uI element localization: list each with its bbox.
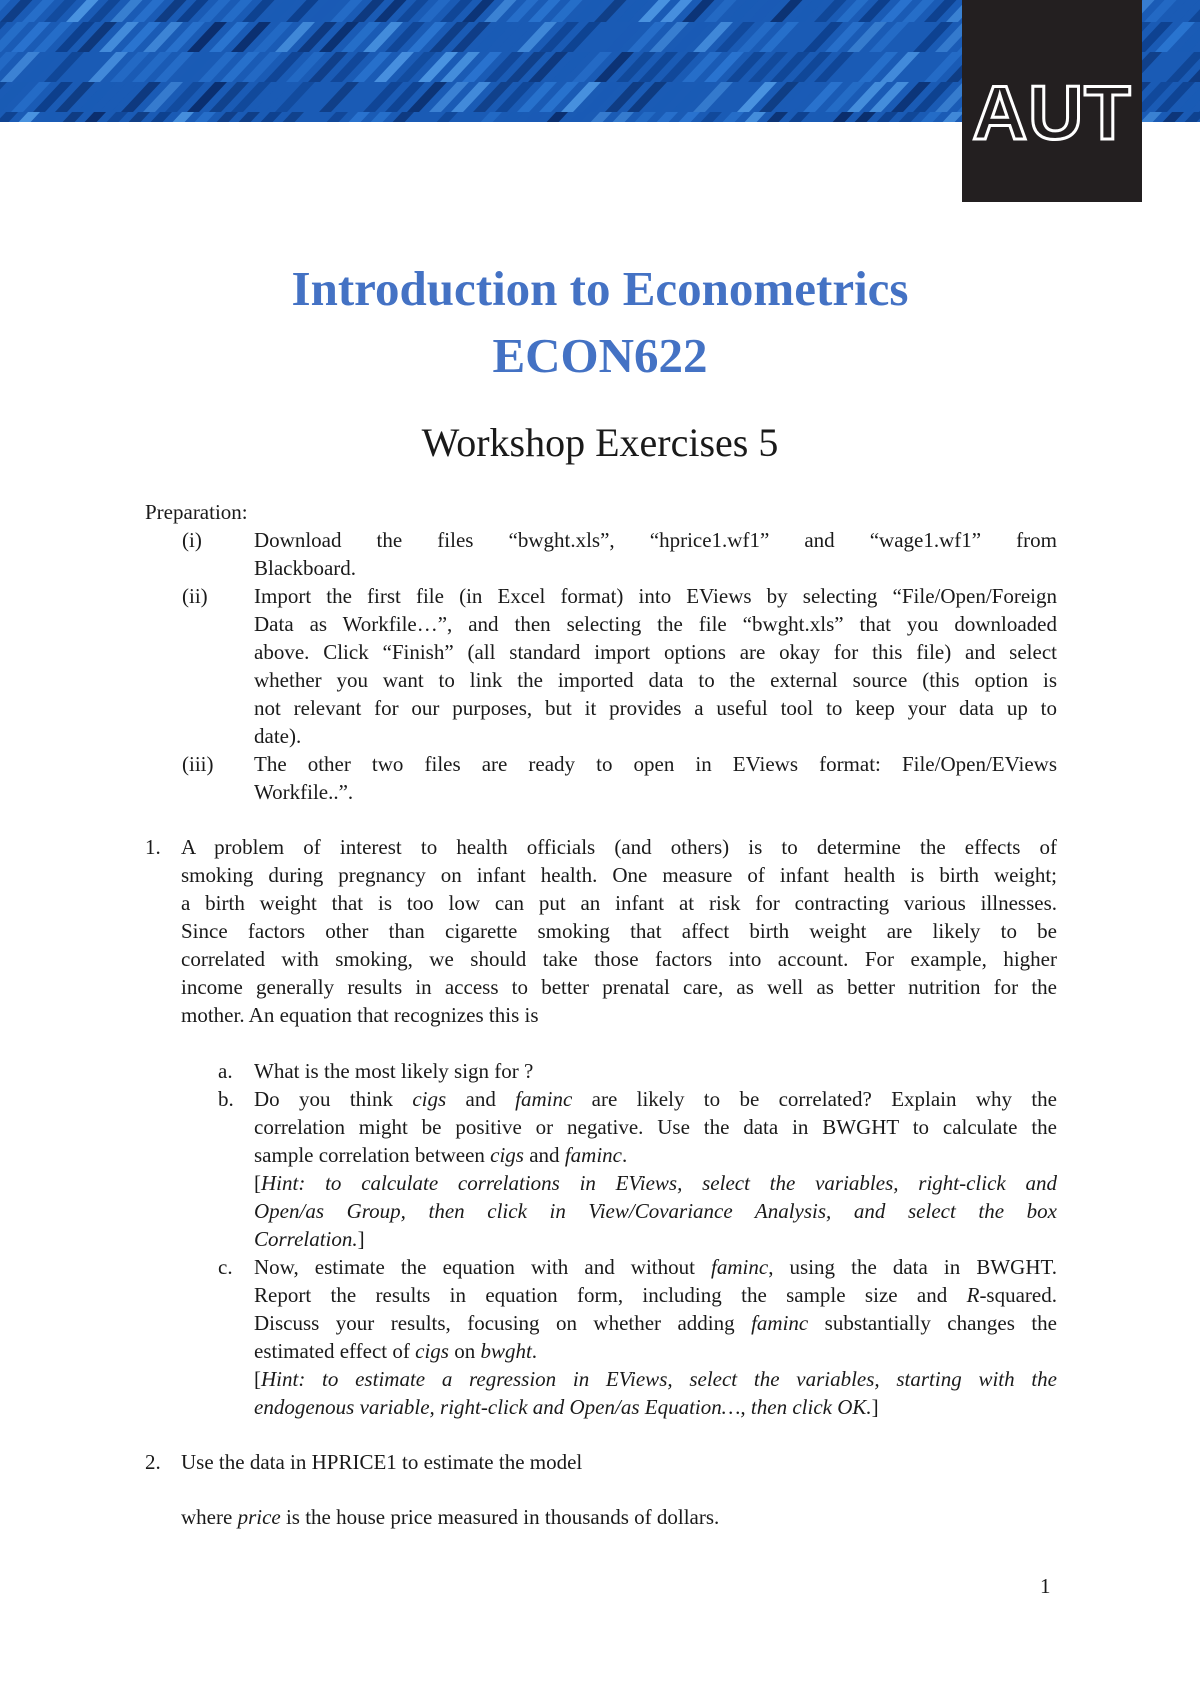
- variable-name: R: [966, 1283, 980, 1307]
- subquestion-line: [254, 1337, 537, 1365]
- question-line: mother. An equation that recognizes this is: [181, 1003, 539, 1027]
- prep-item-line: not relevant for our purposes, but it provides a useful tool to keep your data up to: [254, 696, 1057, 720]
- variable-name: faminc: [711, 1255, 769, 1279]
- subquestion-line: correlation might be positive or negative. Use the data in BWGHT to calculate the: [254, 1115, 1057, 1139]
- variable-name: bwght: [480, 1339, 532, 1363]
- question-line: a birth weight that is too low can put an infant at risk for contracting various illnesses.: [181, 891, 1057, 915]
- text-run: and: [446, 1087, 516, 1111]
- prep-item-line: above. Click “Finish” (all standard import options are okay for this file) and select: [254, 640, 1057, 664]
- course-code: ECON622: [492, 328, 708, 383]
- hint-text: Hint: to calculate correlations in EViews, select the variables, right-click and: [261, 1171, 1057, 1195]
- hint-text: Open/as Group, then click in View/Covariance Analysis, and select the box: [254, 1199, 1057, 1223]
- prep-item-line: Download the files “bwght.xls”, “hprice1.wf1” and “wage1.wf1” from: [254, 528, 1057, 552]
- variable-name: cigs: [412, 1087, 447, 1111]
- text-run: Discuss your results, focusing on whether adding: [254, 1311, 752, 1335]
- subquestion-marker: a.: [218, 1059, 233, 1083]
- variable-name: faminc: [751, 1311, 809, 1335]
- bracket: ]: [357, 1227, 365, 1251]
- text-run: sample correlation between: [254, 1143, 491, 1167]
- text-run: Now, estimate the equation with and without: [254, 1255, 712, 1279]
- text-run: estimated effect of: [254, 1339, 416, 1363]
- subquestion-marker: b.: [218, 1087, 234, 1111]
- document-subtitle: Workshop Exercises 5: [421, 420, 779, 465]
- bracket: [: [254, 1367, 261, 1391]
- hint-text: Correlation.: [254, 1227, 358, 1251]
- question-line: [181, 1503, 719, 1531]
- text-run: .: [621, 1143, 628, 1167]
- prep-item-marker: (ii): [182, 584, 208, 608]
- variable-name: price: [237, 1505, 281, 1529]
- logo-text: AUT: [972, 70, 1132, 156]
- aut-logo: [962, 0, 1142, 202]
- question-line: Use the data in HPRICE1 to estimate the model: [181, 1450, 583, 1474]
- question-line: Since factors other than cigarette smoking that affect birth weight are likely to be: [181, 919, 1057, 943]
- prep-item-marker: (i): [182, 528, 202, 552]
- prep-item-line: Data as Workfile…”, and then selecting the file “bwght.xls” that you downloaded: [254, 612, 1057, 636]
- hint-text: Hint: to estimate a regression in EViews, select the variables, starting with the: [261, 1367, 1057, 1391]
- hint-line: [254, 1365, 1057, 1393]
- text-run: where: [181, 1505, 238, 1529]
- text-run: is the house price measured in thousands of dollars.: [280, 1505, 720, 1529]
- question-marker: 1.: [145, 835, 161, 859]
- text-run: on: [448, 1339, 481, 1363]
- variable-name: cigs: [415, 1339, 449, 1363]
- page-number: 1: [1040, 1574, 1051, 1598]
- variable-name: cigs: [490, 1143, 524, 1167]
- bracket: [: [254, 1171, 261, 1195]
- subquestion-line: [254, 1141, 627, 1169]
- subquestion-line: What is the most likely sign for ?: [254, 1059, 534, 1083]
- text-run: .: [531, 1339, 538, 1363]
- variable-name: faminc: [564, 1143, 622, 1167]
- text-run: -squared.: [979, 1283, 1057, 1307]
- question-line: correlated with smoking, we should take those factors into account. For example, higher: [181, 947, 1057, 971]
- question-line: smoking during pregnancy on infant health. One measure of infant health is birth weight;: [181, 863, 1057, 887]
- subquestion-line: [254, 1281, 1057, 1309]
- document-title: Introduction to Econometrics: [291, 261, 909, 316]
- prep-item-line: The other two files are ready to open in EViews format: File/Open/EViews: [254, 752, 1057, 776]
- subquestion-line: [254, 1253, 1057, 1281]
- bracket: ]: [871, 1395, 879, 1419]
- text-run: Do you think: [254, 1087, 413, 1111]
- question-marker: 2.: [145, 1450, 161, 1474]
- subquestion-line: [254, 1085, 1057, 1113]
- preparation-heading: Preparation:: [145, 500, 248, 524]
- subquestion-line: [254, 1309, 1057, 1337]
- text-run: , using the data in BWGHT.: [768, 1255, 1058, 1279]
- question-line: income generally results in access to better prenatal care, as well as better nutrition for the: [181, 975, 1057, 999]
- subquestion-marker: c.: [218, 1255, 233, 1279]
- prep-item-line: Import the first file (in Excel format) into EViews by selecting “File/Open/Foreign: [254, 584, 1057, 608]
- prep-item-line: Workfile..”.: [254, 780, 354, 804]
- hint-line: [254, 1197, 1057, 1225]
- hint-line: [254, 1169, 1057, 1197]
- text-run: substantially changes the: [808, 1311, 1057, 1335]
- text-run: and: [523, 1143, 565, 1167]
- text-run: Report the results in equation form, including the sample size and: [254, 1283, 967, 1307]
- hint-line: [254, 1225, 365, 1253]
- text-run: are likely to be correlated? Explain why the: [572, 1087, 1058, 1111]
- prep-item-line: Blackboard.: [254, 556, 357, 580]
- variable-name: faminc: [515, 1087, 573, 1111]
- hint-line: [254, 1393, 879, 1421]
- prep-item-line: date).: [254, 724, 302, 748]
- prep-item-marker: (iii): [182, 752, 214, 776]
- prep-item-line: whether you want to link the imported data to the external source (this option is: [254, 668, 1057, 692]
- question-line: A problem of interest to health officials (and others) is to determine the effects of: [181, 835, 1057, 859]
- hint-text: endogenous variable, right-click and Open/as Equation…, then click OK.: [254, 1395, 872, 1419]
